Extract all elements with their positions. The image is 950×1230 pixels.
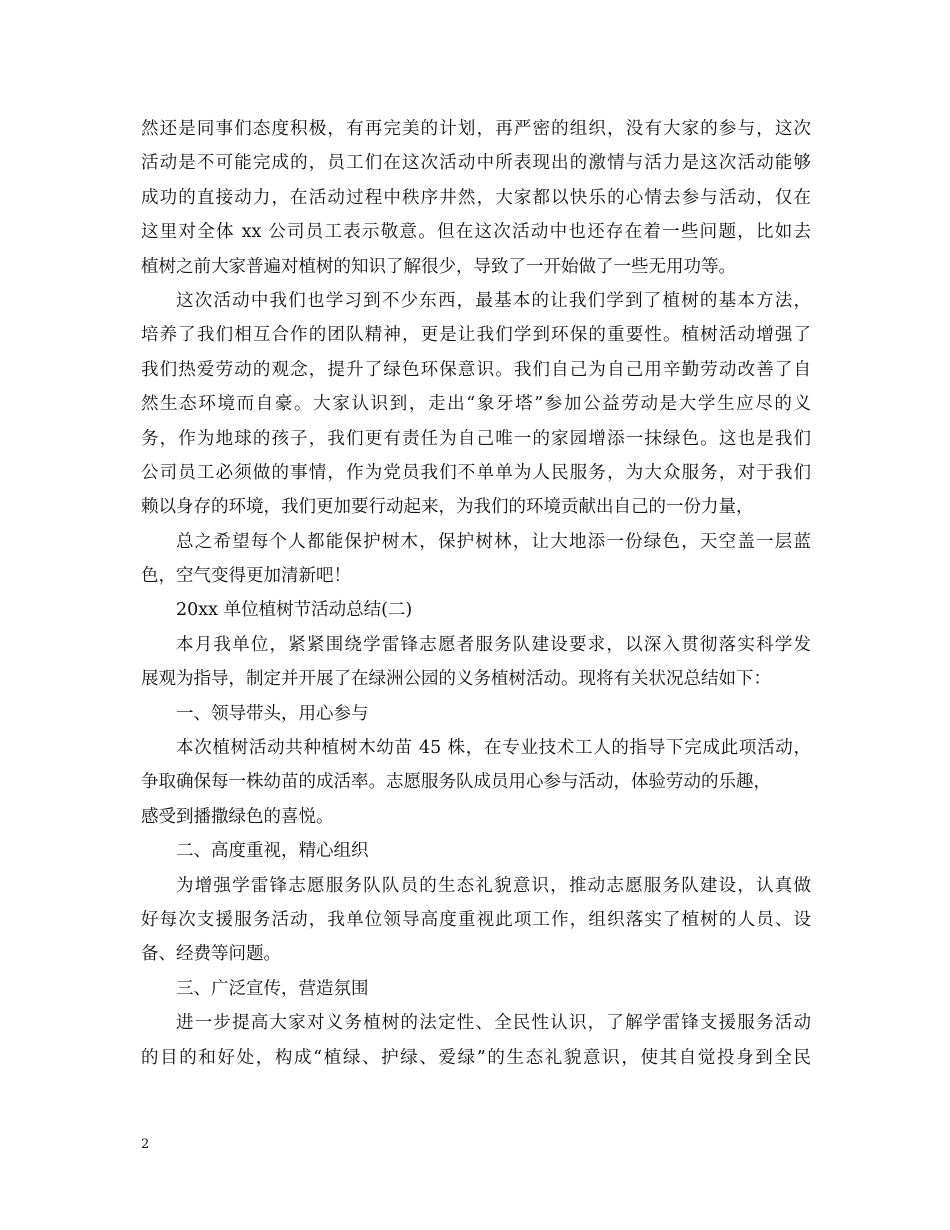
text-line: 好每次支援服务活动，我单位领导高度重视此项工作，组织落实了植树的人员、设 — [141, 909, 811, 930]
text-line: 总之希望每个人都能保护树木，保护树林，让大地添一份绿色，天空盖一层蓝 — [176, 531, 811, 552]
text-line: 成功的直接动力，在活动过程中秩序井然，大家都以快乐的心情去参与活动，仅在 — [141, 187, 811, 208]
text-line: 的目的和好处，构成“植绿、护绿、爱绿”的生态礼貌意识，使其自觉投身到全民 — [141, 1047, 811, 1068]
text-line: 这里对全体 xx 公司员工表示敬意。但在这次活动中也还存在着一些问题，比如去 — [141, 222, 811, 243]
text-line: 赖以身存的环境，我们更加要行动起来，为我们的环境贡献出自己的一份力量， — [141, 497, 754, 518]
document-body — [141, 112, 811, 1075]
text-line: 争取确保每一株幼苗的成活率。志愿服务队成员用心参与活动，体验劳动的乐趣， — [141, 772, 771, 793]
text-line: 进一步提高大家对义务植树的法定性、全民性认识，了解学雷锋支援服务活动 — [176, 1013, 811, 1034]
text-line: 务，作为地球的孩子，我们更有责任为自己唯一的家园增添一抹绿色。这也是我们 — [141, 428, 811, 449]
text-line: 我们热爱劳动的观念，提升了绿色环保意识。我们自己为自己用辛勤劳动改善了自 — [141, 359, 811, 380]
text-line: 感受到播撒绿色的喜悦。 — [141, 806, 334, 827]
text-line: 三、广泛宣传，营造氛围 — [176, 978, 369, 999]
page-number: 2 — [141, 1137, 150, 1152]
text-line: 色，空气变得更加清新吧！ — [141, 566, 351, 587]
text-line: 然还是同事们态度积极，有再完美的计划，再严密的组织，没有大家的参与，这次 — [141, 119, 811, 139]
text-line: 这次活动中我们也学习到不少东西，最基本的让我们学到了植树的基本方法， — [176, 290, 811, 311]
text-line: 然生态环境而自豪。大家认识到，走出“象牙塔”参加公益劳动是大学生应尽的义 — [141, 394, 811, 415]
text-line: 活动是不可能完成的，员工们在这次活动中所表现出的激情与活力是这次活动能够 — [141, 153, 811, 174]
text-line: 本月我单位，紧紧围绕学雷锋志愿者服务队建设要求，以深入贯彻落实科学发 — [176, 634, 811, 655]
text-line: 二、高度重视，精心组织 — [176, 841, 369, 862]
text-line: 一、领导带头，用心参与 — [176, 703, 369, 724]
text-line: 展观为指导，制定并开展了在绿洲公园的义务植树活动。现将有关状况总结如下： — [141, 669, 771, 690]
text-line: 备、经费等问题。 — [141, 944, 281, 965]
text-line: 植树之前大家普遍对植树的知识了解很少，导致了一开始做了一些无用功等。 — [141, 256, 736, 277]
text-line: 为增强学雷锋志愿服务队队员的生态礼貌意识，推动志愿服务队建设，认真做 — [176, 875, 811, 896]
text-line: 公司员工必须做的事情，作为党员我们不单单为人民服务，为大众服务，对于我们 — [141, 462, 811, 483]
text-line: 20xx 单位植树节活动总结(二) — [176, 600, 413, 621]
text-line: 本次植树活动共种植树木幼苗 45 株，在专业技术工人的指导下完成此项活动， — [176, 738, 811, 759]
text-line: 培养了我们相互合作的团队精神，更是让我们学到环保的重要性。植树活动增强了 — [141, 325, 811, 346]
